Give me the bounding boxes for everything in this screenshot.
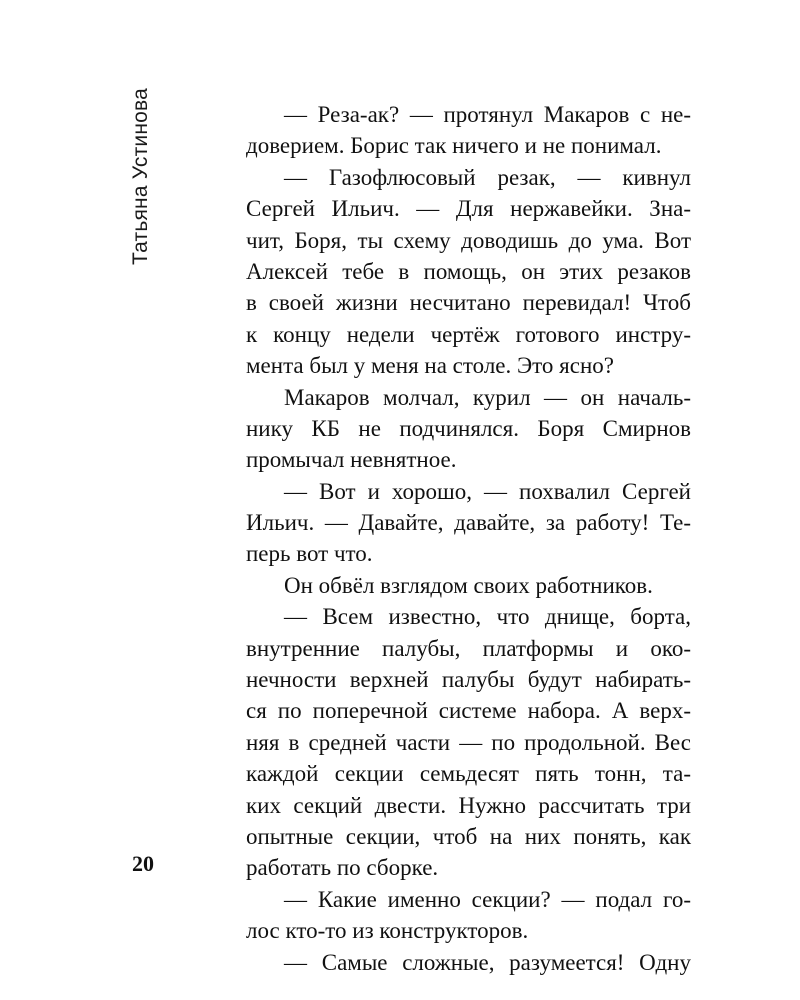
text-line: — Всем известно, что днище, борта,	[284, 604, 691, 630]
text-line: лос кто-то из конструкторов.	[246, 918, 529, 944]
text-line: перь вот что.	[246, 541, 373, 567]
text-line: ких секций двести. Нужно рассчитать три	[246, 792, 691, 818]
text-line: внутренние палубы, платформы и око-	[246, 635, 691, 661]
text-line: нику КБ не подчинялся. Боря Смирнов	[246, 415, 691, 441]
text-line: мента был у меня на столе. Это ясно?	[246, 353, 614, 379]
text-line: Макаров молчал, курил — он началь-	[284, 384, 691, 410]
text-line: опытные секции, чтоб на них понять, как	[246, 823, 691, 849]
text-line: промычал невнятное.	[246, 447, 457, 473]
text-line: — Газофлюсовый резак, — кивнул	[284, 164, 691, 190]
text-line: чит, Боря, ты схему доводишь до ума. Вот	[246, 227, 691, 253]
body-text	[246, 99, 691, 978]
text-line: — Реза-ак? — протянул Макаров с не-	[284, 102, 691, 127]
text-line: доверием. Борис так ничего и не понимал.	[246, 133, 662, 159]
text-line: Сергей Ильич. — Для нержавейки. Зна-	[246, 196, 691, 222]
text-line: Он обвёл взглядом своих работников.	[284, 572, 653, 598]
text-line: няя в средней части — по продольной. Вес	[246, 729, 691, 755]
text-line: каждой секции семьдесят пять тонн, та-	[246, 761, 691, 787]
text-line: работать по сборке.	[246, 855, 439, 881]
text-line: в своей жизни несчитано перевидал! Чтоб	[246, 290, 691, 316]
text-line: — Самые сложные, разумеется! Одну	[284, 949, 691, 975]
text-line: — Вот и хорошо, — похвалил Сергей	[284, 478, 691, 504]
text-line: Алексей тебе в помощь, он этих резаков	[246, 258, 691, 284]
running-head-author: Татьяна Устинова	[129, 87, 152, 265]
text-line: ся по поперечной системе набора. А верх-	[246, 698, 691, 724]
page-number: 20	[132, 851, 154, 876]
text-line: Ильич. — Давайте, давайте, за работу! Те-	[246, 510, 691, 536]
text-line: — Какие именно секции? — подал го-	[284, 886, 691, 912]
text-line: нечности верхней палубы будут набирать-	[246, 667, 691, 693]
text-line: к концу недели чертёж готового инстру-	[246, 321, 691, 347]
